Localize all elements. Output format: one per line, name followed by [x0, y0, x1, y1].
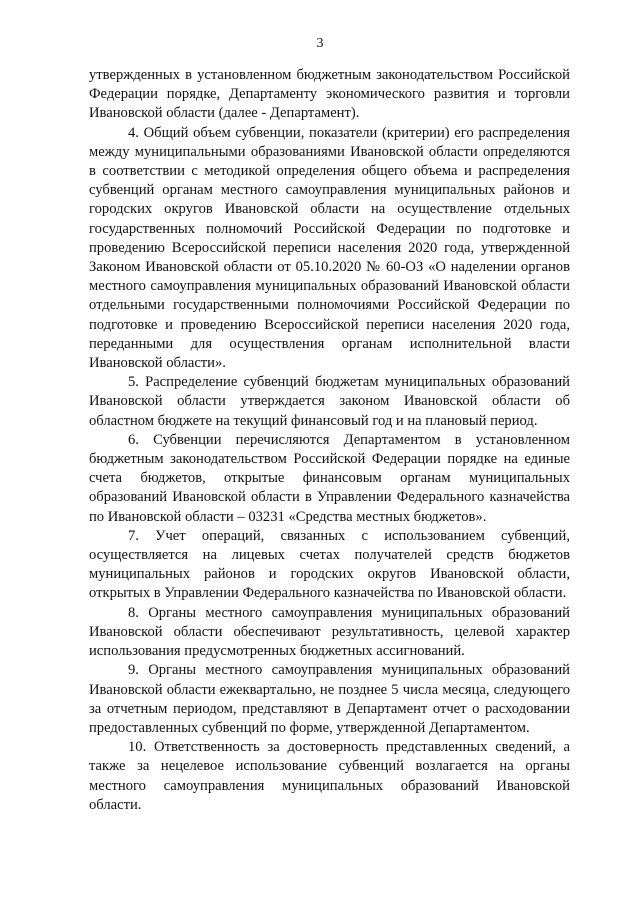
paragraph-item-4: 4. Общий объем субвенции, показатели (критерии) его распределения между муниципальными образованиями Ивановской области определяются в соответствии с методикой определения общего объема и распределения субвенций органам местного самоуправления муниципальных районов и городских округов Ивановской области на осуществление отдельных государственных полномочий Российской Федерации по подготовке и проведению Всероссийской переписи населения 2020 года, утвержденной Законом Ивановской области от 05.10.2020 № 60-ОЗ «О наделении органов местного самоуправления муниципальных образований Ивановской области отдельными государственными полномочиями Российской Федерации по подготовке и проведению Всероссийской переписи населения 2020 года, переданными для осуществления органам исполнительной власти Ивановской области».	[89, 124, 570, 372]
page-number: 3	[316, 36, 324, 51]
paragraph-continuation: утвержденных в установленном бюджетным законодательством Российской Федерации порядке, Департаменту экономического развития и торговли Ивановской области (далее - Департамент).	[89, 67, 570, 122]
paragraph-item-5: 5. Распределение субвенций бюджетам муниципальных образований Ивановской области утверждается законом Ивановской области об областном бюджете на текущий финансовый год и на плановый период.	[89, 374, 570, 429]
document-body	[89, 66, 570, 815]
paragraph-item-6: 6. Субвенции перечисляются Департаментом в установленном бюджетным законодательством Российской Федерации порядке на единые счета бюджетов, открытые финансовым органам муниципальных образований Ивановской области в Управлении Федерального казначейства по Ивановской области – 03231 «Средства местных бюджетов».	[89, 431, 570, 525]
paragraph-item-8: 8. Органы местного самоуправления муниципальных образований Ивановской области обеспечивают результативность, целевой характер использования предусмотренных бюджетных ассигнований.	[89, 604, 570, 660]
paragraph-item-9: 9. Органы местного самоуправления муниципальных образований Ивановской области ежеквартально, не позднее 5 числа месяца, следующего за отчетным периодом, представляют в Департамент отчет о расходовании предоставленных субвенций по форме, утвержденной Департаментом.	[89, 662, 570, 736]
paragraph-item-10: 10. Ответственность за достоверность представленных сведений, а также за нецелевое использование субвенций возлагается на органы местного самоуправления муниципальных образований Ивановской области.	[89, 739, 570, 813]
paragraph-item-7: 7. Учет операций, связанных с использованием субвенций, осуществляется на лицевых счетах получателей средств бюджетов муниципальных районов и городских округов Ивановской области, открытых в Управлении Федерального казначейства по Ивановской области.	[89, 527, 570, 602]
